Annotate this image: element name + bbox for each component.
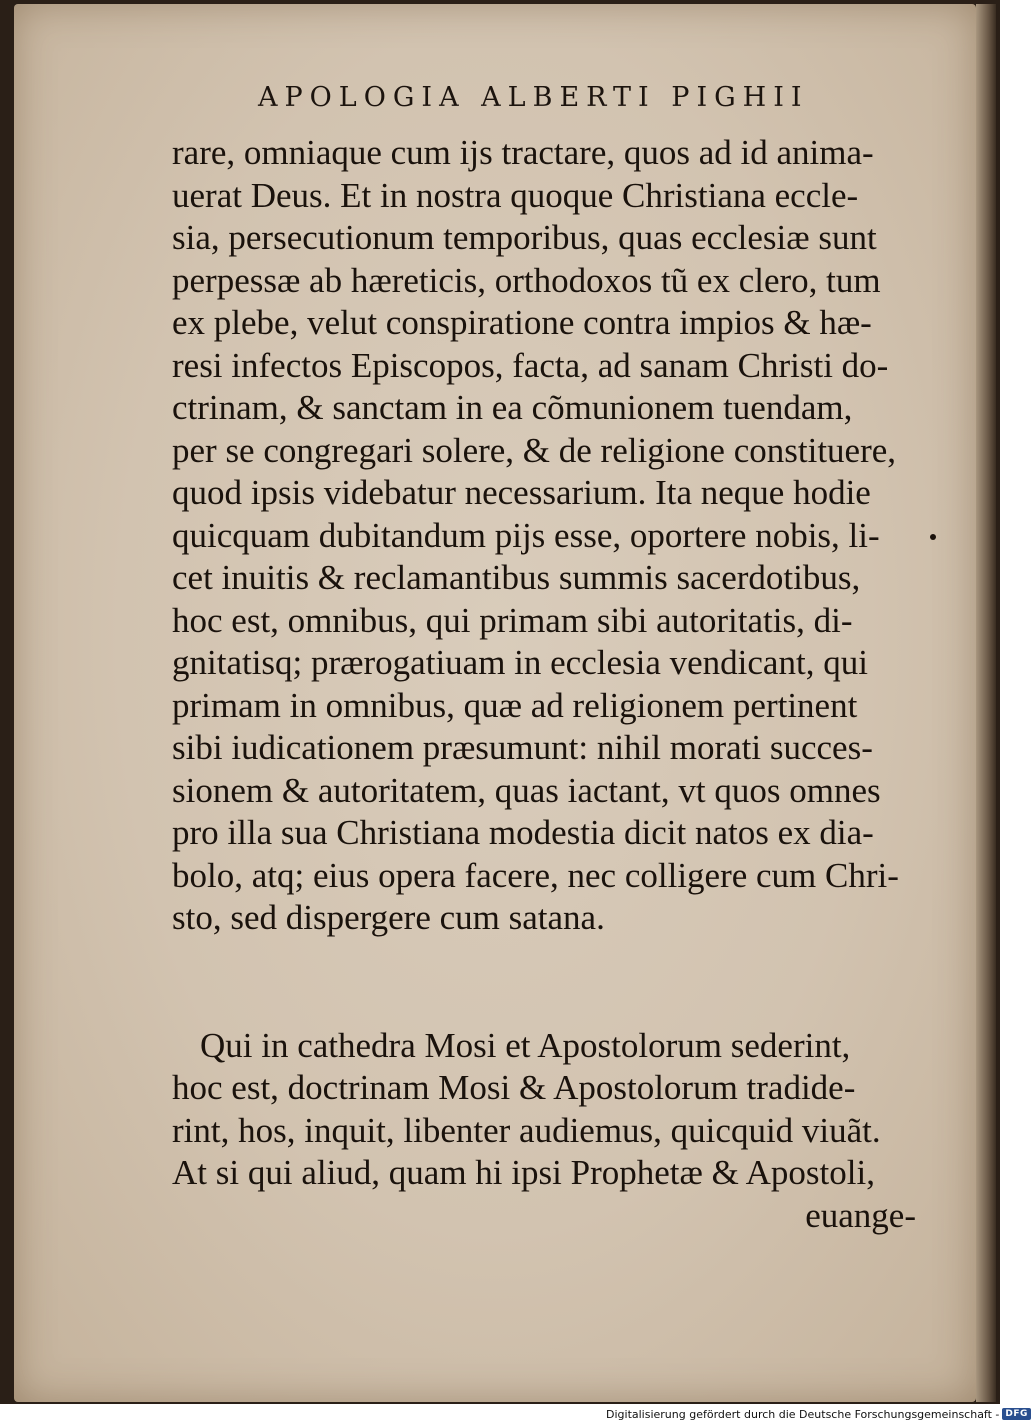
- text-line: gnitatisq; prærogatiuam in ecclesia vendicant, qui: [172, 643, 868, 682]
- paragraph-spacer: [172, 940, 922, 1025]
- paragraph-1: [172, 132, 922, 940]
- text-line: Qui in cathedra Mosi et Apostolorum sederint,: [200, 1025, 851, 1065]
- text-line: ctrinam, & sanctam in ea cõmunionem tuendam,: [172, 388, 853, 427]
- paragraph-2: [172, 1025, 922, 1195]
- page-edge: [976, 4, 996, 1402]
- running-head: APOLOGIA ALBERTI PIGHII: [258, 82, 809, 113]
- text-line: primam in omnibus, quæ ad religionem pertinent: [172, 685, 858, 725]
- page-body: [172, 132, 922, 1237]
- text-line: resi infectos Episcopos, facta, ad sanam Christi do-: [172, 345, 889, 385]
- text-line: perpessæ ab hæreticis, orthodoxos tũ ex clero, tum: [172, 260, 881, 300]
- text-line: rare, omniaque cum ijs tractare, quos ad id anima-: [172, 133, 874, 172]
- text-line: cet inuitis & reclamantibus summis sacerdotibus,: [172, 558, 861, 597]
- text-line: ex plebe, velut conspiratione contra impios & hæ-: [172, 303, 872, 342]
- text-line: rint, hos, inquit, libenter audiemus, quicquid viuãt.: [172, 1110, 881, 1150]
- text-line: At si qui aliud, quam hi ipsi Prophetæ & Apostoli,: [172, 1153, 875, 1192]
- text-line: quicquam dubitandum pijs esse, oportere nobis, li-: [172, 515, 880, 555]
- text-line: pro illa sua Christiana modestia dicit natos ex dia-: [172, 813, 874, 852]
- text-line: sibi iudicationem præsumunt: nihil morati succes-: [172, 728, 873, 767]
- text-line: hoc est, doctrinam Mosi & Apostolorum tradide-: [172, 1068, 856, 1107]
- catchword: euange-: [805, 1195, 916, 1235]
- text-line: sto, sed dispergere cum satana.: [172, 898, 605, 937]
- text-line: hoc est, omnibus, qui primam sibi autoritatis, di-: [172, 600, 853, 640]
- footer-text: Digitalisierung gefördert durch die Deutsche Forschungsgemeinschaft -: [606, 1407, 1000, 1421]
- text-line: uerat Deus. Et in nostra quoque Christiana eccle-: [172, 175, 859, 215]
- text-line: sionem & autoritatem, quas iactant, vt quos omnes: [172, 770, 881, 810]
- text-line: bolo, atq; eius opera facere, nec colligere cum Chri-: [172, 855, 899, 895]
- text-line: per se congregari solere, & de religione constituere,: [172, 430, 897, 470]
- margin-mark: [930, 534, 936, 540]
- text-line: quod ipsis videbatur necessarium. Ita neque hodie: [172, 473, 871, 512]
- digitization-footer: [606, 1406, 1031, 1422]
- dfg-logo: DFG: [1002, 1408, 1031, 1420]
- text-line: sia, persecutionum temporibus, quas ecclesiæ sunt: [172, 218, 877, 257]
